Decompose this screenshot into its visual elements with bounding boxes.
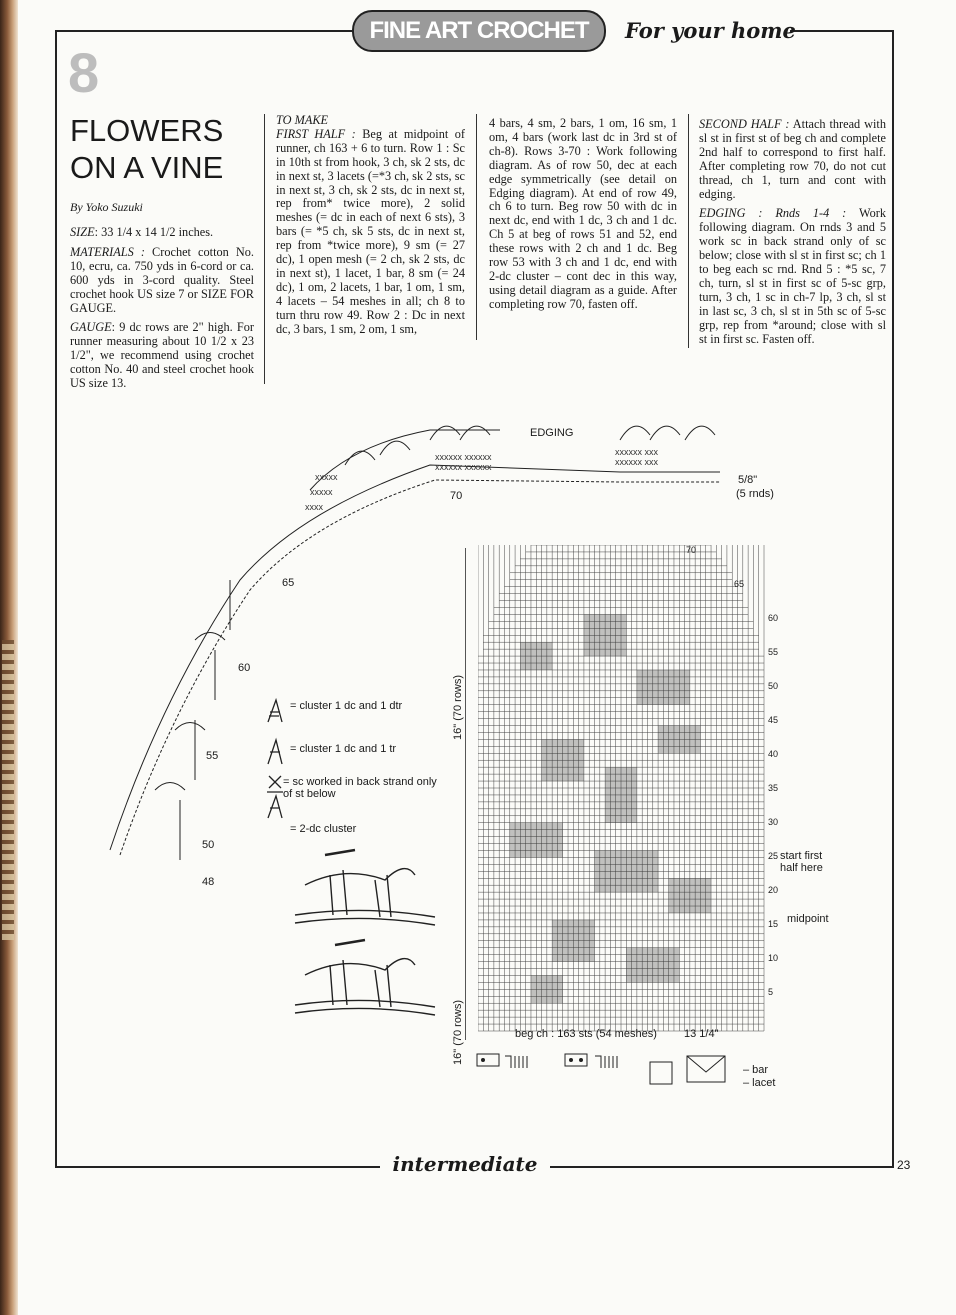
start-note: start first half here [780, 850, 823, 874]
filet-chart [478, 545, 768, 1035]
chart-row-number: 25 [768, 851, 779, 861]
chart-motif-block [669, 878, 711, 913]
svg-text:xxxxxx xxxxxx: xxxxxx xxxxxx [435, 452, 492, 462]
svg-text:xxxxxx xxxxxx: xxxxxx xxxxxx [435, 462, 492, 472]
chart-row-number: 70 [686, 545, 697, 555]
chart-row-number: 65 [734, 579, 745, 589]
spine-pattern [2, 640, 14, 940]
legend-symbols [264, 698, 286, 838]
row-mark-50: 50 [202, 839, 215, 851]
edging-label-diagram: EDGING [530, 427, 574, 439]
chart-motif-block [626, 948, 679, 983]
title-line-1: FLOWERS [70, 113, 224, 148]
chart-row-number: 10 [768, 953, 779, 963]
legend-text: = cluster 1 dc and 1 dtr [290, 700, 403, 712]
chart-motif-block [658, 726, 700, 754]
edging-text: Work following diagram. On rnds 3 and 5 work sc in back strand only of sc below; close with sl st in first sc; ch 1 to beg each sc rnd. Rnd 5 : *5 sc, 7 ch, turn, sl st in first sc of 5-sc grp, turn, 3 ch, 1 sc in ch-7 lp, 3 ch, sl st in last sc, 3 ch, sl st in 5th sc of 5-sc grp, rep from *around; close with sl st in first sc. Fasten off. [699, 206, 886, 346]
page-number: 23 [897, 1158, 911, 1172]
to-make-label: TO MAKE [276, 113, 329, 127]
chart-row-number: 60 [768, 613, 779, 623]
gauge-label: GAUGE [70, 320, 112, 335]
frame-top-right [790, 30, 892, 32]
column-4 [699, 118, 886, 347]
legend-text: = cluster 1 dc and 1 tr [290, 743, 397, 755]
width-label: 13 1/4" [684, 1028, 719, 1040]
chart-row-number: 35 [768, 783, 779, 793]
gauge-text: : 9 dc rows are 2" high. For runner measuring about 10 1/2 x 23 1/2", we recommend using crochet cotton No. 40 and steel crochet hook US size 13. [70, 320, 254, 391]
chart-motif-block [605, 767, 637, 823]
first-half-text: Beg at midpoint of runner, ch 163 + 6 to turn. Row 1 : Sc in 10th st from hook, 3 ch, sk 2 sts, dc in next st, 3 lacets (=*3 ch, sk 2 sts, sc in next st, 3 ch, sk 2 sts, dc in next st, rep from* twice more), 2 solid meshes (= dc in each of next 6 sts), 3 bars (= *5 ch, sk 5 sts, dc in next st, rep from *twice more), 9 sm (= 27 dc), 1 open mesh (= 2 ch, sk 2 sts, dc in next st), 1 lacet, 1 bar, 8 sm (= 24 dc), 1 om, 2 lacets, 1 bar, 1 om, 1 sm, 4 lacets – 54 meshes in all; ch 8 to turn thru row 49. Row 2 : Dc in next dc, 3 bars, 1 sm, 2 om, 1 sm, [276, 126, 465, 336]
column-divider [688, 114, 689, 348]
chart-row-number: 20 [768, 885, 779, 895]
first-half-label: FIRST HALF : [276, 126, 356, 141]
chart-motif-block [531, 975, 563, 1003]
key-lacet: – lacet [743, 1077, 776, 1089]
section-banner [352, 10, 606, 52]
row-mark-48: 48 [202, 876, 215, 888]
chart-row-number: 45 [768, 715, 779, 725]
title-line-2: ON A VINE [70, 150, 224, 185]
banner-text: FINE ART CROCHET [369, 17, 589, 44]
byline: By Yoko Suzuki [70, 200, 143, 214]
chart-motif-block [542, 739, 584, 781]
base-label: beg ch : 163 sts (54 meshes) [515, 1028, 657, 1040]
rows-text: 4 bars, 4 sm, 2 bars, 1 om, 16 sm, 1 om, 4 bars (work last dc in 3rd st of ch-8). Rows 3-70 : Work following diagram. As of row 50, dec at each edge symmetrically (see detail on Edging diagram). At end of row 49, ch 6 to turn. Beg row 50 with dc in next dc, end with 1 dc, 3 ch and 1 dc. Ch 5 at beg of rows 51 and 52, end these rows with 2 ch and 1 dc. Beg row 53 with 3 ch and 1 dc, end with 2-dc cluster – cont dec in this way, using detail diagram as a guide. After completing row 70, fasten off. [489, 116, 677, 311]
svg-text:xxxxxx xxx: xxxxxx xxx [615, 457, 659, 467]
second-half-text: Attach thread with sl st in first st of beg ch and complete 2nd half to correspond to first half. After completing row 70, do not cut thread, ch 1, turn and cont with edging. [699, 117, 886, 201]
materials-text: Crochet cotton No. 10, ecru, ca. 750 yds in 6-cord or ca. 600 yds in 3-cord quality. Steel crochet hook US size 7 or SIZE FOR GAUGE. [70, 244, 254, 315]
tagline: For your home [625, 18, 796, 43]
svg-text:xxxxxx xxx: xxxxxx xxx [615, 447, 659, 457]
row-mark-60: 60 [238, 662, 251, 674]
column-divider [264, 114, 265, 384]
edging-label: EDGING : Rnds 1-4 : [699, 206, 847, 221]
stitch-illustrations [285, 845, 445, 1025]
difficulty-badge: intermediate [380, 1152, 550, 1182]
column-3 [489, 117, 677, 312]
key-bar: – bar [743, 1064, 769, 1076]
row-mark-55: 55 [206, 750, 219, 762]
legend-cluster-dc-tr [290, 743, 410, 755]
chart-motif-block [584, 614, 626, 656]
chart-row-number: 50 [768, 681, 779, 691]
legend-text: = sc worked in back strand only of st below [283, 776, 437, 800]
chart-motif-block [510, 823, 563, 858]
height-dim-line [465, 548, 466, 1040]
materials-label: MATERIALS : [70, 244, 145, 259]
article-title [70, 112, 223, 186]
column-1 [70, 226, 254, 391]
legend-text: = 2-dc cluster [290, 823, 357, 835]
chart-row-number: 55 [768, 647, 779, 657]
column-divider [476, 114, 477, 340]
edging-size: 5/8" [738, 474, 758, 486]
chart-height-label: 16" (70 rows) [452, 674, 464, 740]
second-half-label: SECOND HALF : [699, 117, 790, 131]
chart-row-number: 5 [768, 987, 774, 997]
binding-spine [0, 0, 18, 1315]
chart-motif-block [595, 850, 659, 892]
svg-text:xxxx: xxxx [305, 502, 323, 512]
legend-cluster-dc-dtr [290, 700, 402, 712]
row-mark-65: 65 [282, 577, 295, 589]
pattern-number: 8 [68, 41, 100, 104]
midpoint-label: midpoint [787, 913, 829, 925]
row-mark-70: 70 [450, 490, 463, 502]
chart-row-number: 30 [768, 817, 779, 827]
chart-motif-block [520, 642, 552, 670]
chart-height-label-lower: 16" (70 rows) [452, 999, 464, 1065]
column-2 [276, 114, 465, 337]
chart-row-number: 15 [768, 919, 779, 929]
chart-motif-block [552, 920, 594, 962]
size-text: : 33 1/4 x 14 1/2 inches. [94, 225, 214, 239]
chart-row-number: 40 [768, 749, 779, 759]
edging-size-note: (5 rnds) [736, 488, 774, 500]
svg-text:xxxxx: xxxxx [310, 487, 333, 497]
frame-top-left [55, 30, 352, 32]
svg-text:xxxxx: xxxxx [315, 472, 338, 482]
legend-sc-back [283, 776, 443, 800]
chart-key [475, 1052, 765, 1092]
size-label: SIZE [70, 225, 95, 239]
legend-dc-cluster [290, 823, 356, 835]
chart-motif-block [637, 670, 690, 705]
